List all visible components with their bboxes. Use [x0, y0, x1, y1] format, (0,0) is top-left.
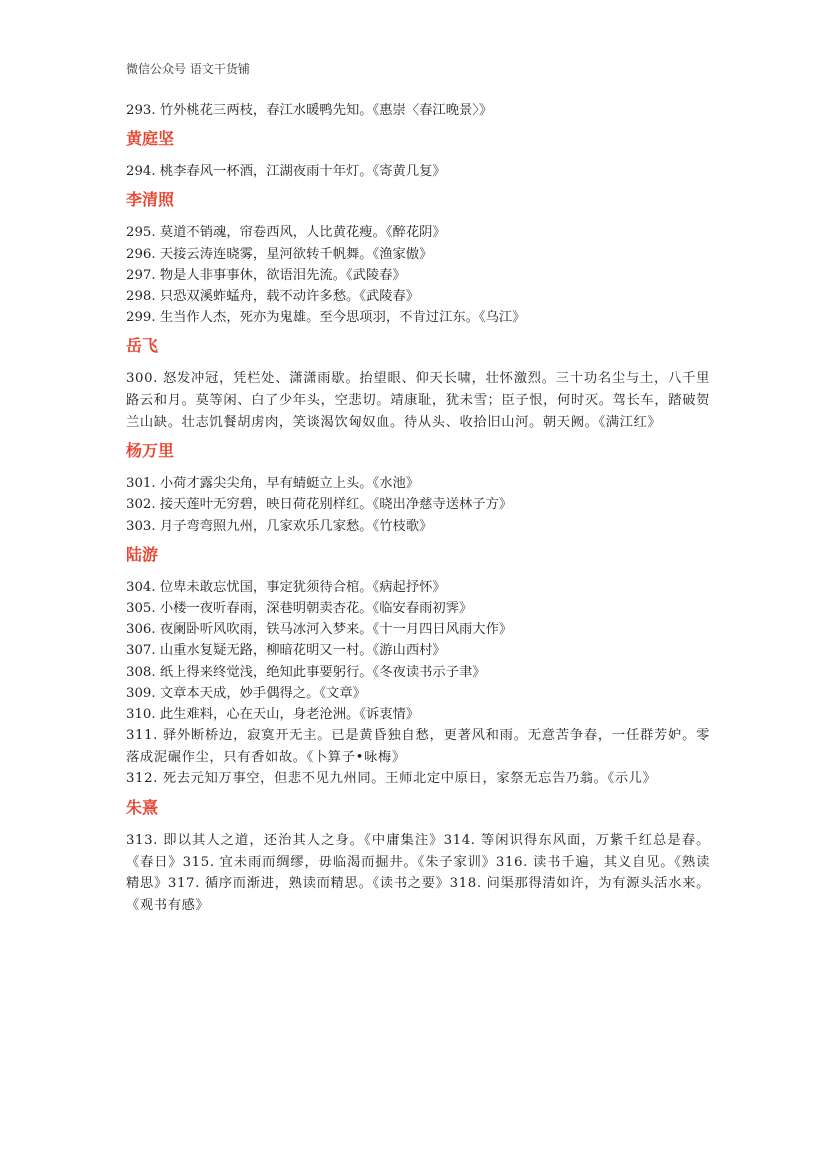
author-heading: 朱熹 [126, 798, 159, 818]
poem-line: 297. 物是人非事事休，欲语泪先流。《武陵春》 [126, 267, 406, 283]
poem-line: 296. 天接云涛连晓雾，星河欲转千帆舞。《渔家傲》 [126, 246, 433, 262]
poem-line: 309. 文章本天成，妙手偶得之。《文章》 [126, 685, 366, 701]
page-header: 微信公众号 语文干货铺 [126, 62, 250, 76]
poem-paragraph: 311. 驿外断桥边，寂寞开无主。已是黄昏独自愁，更著风和雨。无意苦争春，一任群芳妒。零落成泥碾作尘，只有香如故。《卜算子•咏梅》 [126, 728, 710, 765]
poem-line: 298. 只恐双溪蚱蜢舟，载不动许多愁。《武陵春》 [126, 289, 420, 305]
poem-line: 295. 莫道不销魂，帘卷西风，人比黄花瘦。《醉花阴》 [126, 225, 446, 241]
author-heading: 岳飞 [126, 336, 159, 356]
poem-line: 293. 竹外桃花三两枝，春江水暖鸭先知。《惠崇〈春江晚景〉》 [126, 103, 493, 118]
author-heading: 杨万里 [126, 441, 175, 461]
poem-line: 299. 生当作人杰，死亦为鬼雄。至今思项羽，不肯过江东。《乌江》 [126, 310, 526, 326]
section-lu-you [126, 545, 710, 790]
section-yang-wanli [126, 441, 710, 537]
poem-line: 304. 位卑未敢忘忧国，事定犹须待合棺。《病起抒怀》 [126, 579, 446, 595]
section-li-qingzhao [126, 190, 710, 328]
poem-line: 302. 接天莲叶无穷碧，映日荷花别样红。《晓出净慈寺送林子方》 [126, 497, 513, 513]
poem-paragraph: 300. 怒发冲冠，凭栏处、潇潇雨歇。抬望眼、仰天长啸，壮怀激烈。三十功名尘与土，八千里路云和月。莫等闲、白了少年头，空悲切。靖康耻，犹未雪；臣子恨，何时灭。驾长车，踏破贺兰山缺。壮志饥餐胡虏肉，笑谈渴饮匈奴血。待从头、收拾旧山河。朝天阙。《满江红》 [126, 371, 710, 430]
author-heading: 黄庭坚 [126, 129, 175, 149]
poem-line: 306. 夜阑卧听风吹雨，铁马冰河入梦来。《十一月四日风雨大作》 [126, 622, 513, 638]
poem-line: 301. 小荷才露尖尖角，早有蜻蜓立上头。《水池》 [126, 476, 420, 492]
section-su-shi-tail [126, 100, 710, 121]
poem-line: 305. 小楼一夜听春雨，深巷明朝卖杏花。《临安春雨初霁》 [126, 601, 473, 617]
section-yue-fei [126, 336, 710, 433]
author-heading: 李清照 [126, 190, 175, 210]
author-heading: 陆游 [126, 544, 159, 564]
poem-line: 307. 山重水复疑无路，柳暗花明又一村。《游山西村》 [126, 643, 446, 659]
section-zhu-xi [126, 798, 710, 916]
poem-line: 294. 桃李春风一杯酒，江湖夜雨十年灯。《寄黄几复》 [126, 164, 446, 180]
poem-paragraph: 312. 死去元知万事空，但悲不见九州同。王师北定中原日，家祭无忘告乃翁。《示儿》 [126, 771, 657, 787]
poem-line: 303. 月子弯弯照九州，几家欢乐几家愁。《竹枝歌》 [126, 518, 433, 534]
poem-paragraph: 313. 即以其人之道，还治其人之身。《中庸集注》314. 等闲识得东风面，万紫千红总是春。《春日》315. 宜未雨而绸缪，毋临渴而掘井。《朱子家训》316. 读书千遍，其义自见。《熟读精思》317. 循序而渐进，熟读而精思。《读书之要》318. 问渠那得清如许，为有源头活水来。《观书有感》 [126, 833, 710, 913]
document-body [126, 100, 710, 918]
section-huang-tingjian [126, 129, 710, 182]
poem-line: 310. 此生难料，心在天山，身老沧洲。《诉衷情》 [126, 707, 420, 723]
poem-line: 308. 纸上得来终觉浅，绝知此事要躬行。《冬夜读书示子聿》 [126, 664, 486, 680]
